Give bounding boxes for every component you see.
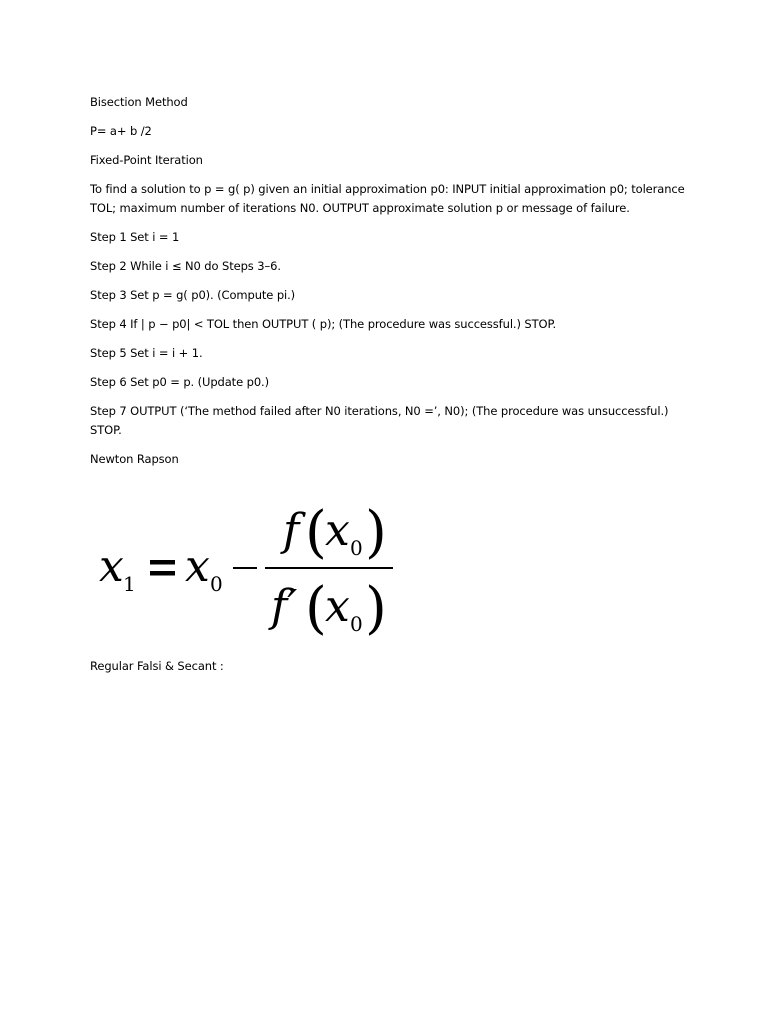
formula-x0-sub: 0 (210, 572, 223, 596)
equals-bar-bottom (150, 571, 175, 576)
formula-lhs-sub: 1 (123, 572, 136, 596)
newton-formula-block (90, 479, 690, 649)
step-4: Step 4 If | p − p0| < TOL then OUTPUT ( p); (The procedure was successful.) STOP. (90, 317, 557, 331)
newton-heading: Newton Rapson (90, 452, 179, 466)
equals-bar-top (150, 560, 175, 565)
fixed-point-description: To find a solution to p = g( p) given an initial approximation p0: INPUT initial approximation p0; tolerance TOL; maximum number of iterations N0. OUTPUT approximate solution p or message of failure. (90, 182, 685, 215)
step-2: Step 2 While i ≤ N0 do Steps 3–6. (90, 259, 281, 273)
regula-falsi-heading: Regular Falsi & Secant : (90, 659, 224, 673)
numerator-open-paren: ( (305, 500, 327, 565)
denominator-open-paren: ( (305, 576, 327, 641)
bisection-formula: P= a+ b /2 (90, 124, 152, 138)
formula-x0-var: x (185, 541, 210, 592)
fraction-bar (265, 567, 393, 569)
numerator-close-paren: ) (365, 500, 387, 565)
denominator-func: f′ (271, 581, 298, 632)
numerator-arg-sub: 0 (350, 536, 363, 560)
denominator-arg-sub: 0 (350, 612, 363, 636)
newton-formula-svg (95, 493, 395, 643)
denominator-close-paren: ) (365, 576, 387, 641)
formula-lhs-var: x (99, 541, 124, 592)
step-5: Step 5 Set i = i + 1. (90, 346, 203, 360)
step-3: Step 3 Set p = g( p0). (Compute pi.) (90, 288, 296, 302)
step-7: Step 7 OUTPUT (‘The method failed after N0 iterations, N0 =’, N0); (The procedure was unsuccessful.) STOP. (90, 404, 669, 437)
document-body (90, 93, 690, 686)
numerator-arg-var: x (325, 505, 350, 556)
fixed-point-heading: Fixed-Point Iteration (90, 153, 203, 167)
minus-sign (233, 567, 257, 569)
bisection-heading: Bisection Method (90, 95, 188, 109)
denominator-arg-var: x (325, 581, 350, 632)
numerator-func: f (283, 505, 300, 556)
step-6: Step 6 Set p0 = p. (Update p0.) (90, 375, 269, 389)
newton-formula (95, 493, 395, 643)
step-1: Step 1 Set i = 1 (90, 230, 180, 244)
